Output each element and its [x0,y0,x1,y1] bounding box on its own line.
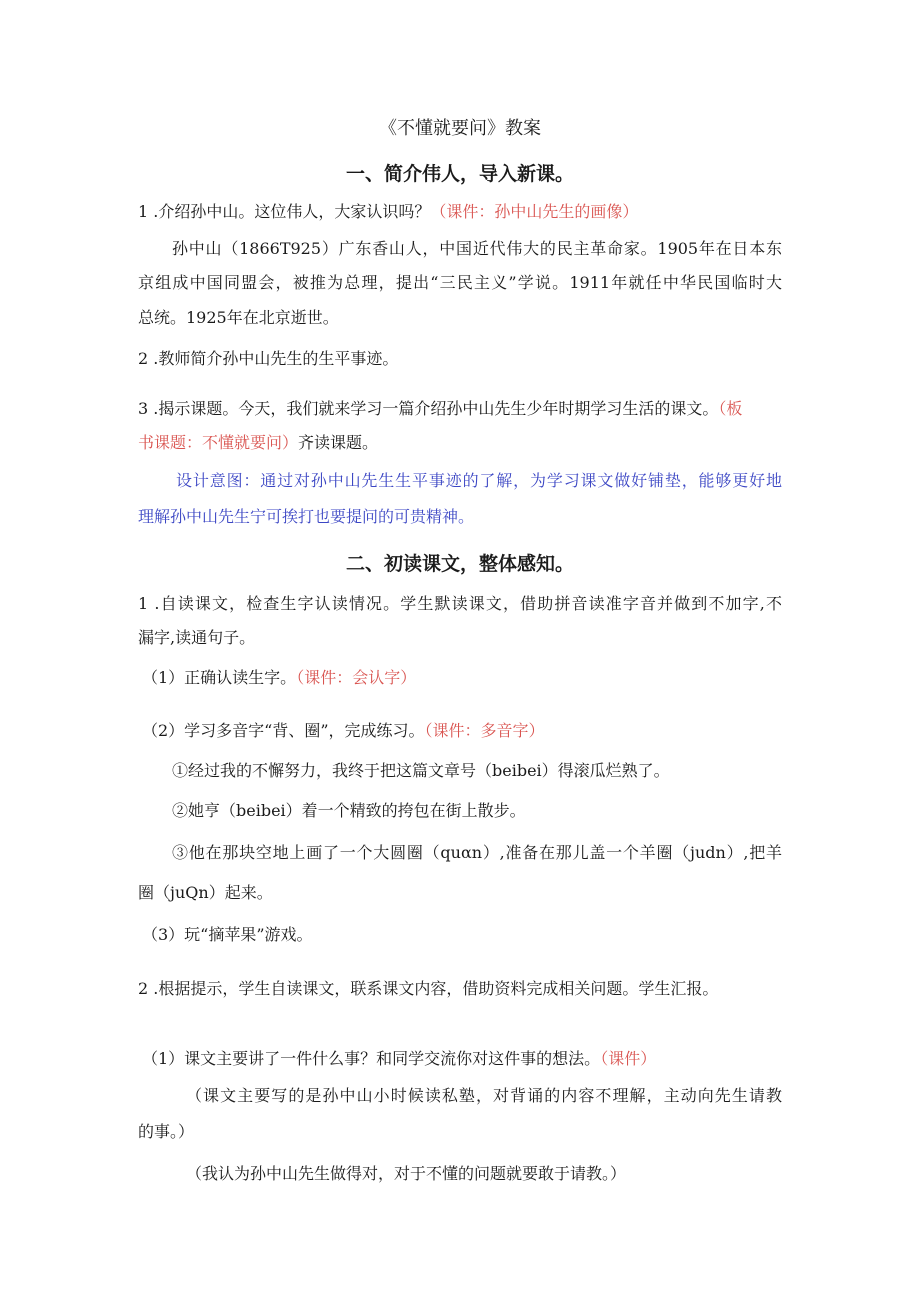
s2-item-1-line-1: 1 .自读课文，检查生字认读情况。学生默读课文，借助拼音读准字音并做到不加字,不 [138,594,782,613]
s2-sub-1-note: （课件：会认字） [296,668,417,687]
answer-2: （我认为孙中山先生做得对，对于不懂的问题就要敢于请教。） [186,1164,627,1183]
s1-item-3-note-b: 书课题：不懂就要问） [138,433,299,452]
s1-item-1 [138,201,638,223]
s1-item-1-text: 1 .介绍孙中山。这位伟人，大家认识吗？ [138,202,431,221]
section-1-heading: 一、简介伟人，导入新课。 [345,163,574,185]
section-2-heading: 二、初读课文，整体感知。 [345,553,574,575]
s1-item-3-text: 3 .揭示课题。今天，我们就来学习一篇介绍孙中山先生少年时期学习生活的课文。 [138,399,719,418]
s2-sub-1 [142,667,416,689]
s2-sub-2 [142,720,545,742]
s2-sub-2-note: （课件：多音字） [424,721,545,740]
s1-item-3-tail: 齐读课题。 [298,433,379,452]
design-intent-line-1: 设计意图：通过对孙中山先生生平事迹的了解，为学习课文做好铺垫，能够更好地 [176,471,782,490]
question-1-text: （1）课文主要讲了一件什么事？和同学交流你对这件事的想法。 [142,1049,601,1068]
answer-1-line-2: 的事。） [138,1122,195,1141]
question-1-note: （课件） [600,1049,657,1068]
exercise-3-line-1: ③他在那块空地上画了一个大圆圈（quαn）,准备在那儿盖一个羊圈（judn）,把羊 [172,843,782,862]
bio-line-2: 京组成中国同盟会，被推为总理，提出“三民主义”学说。1911年就任中华民国临时大 [138,273,782,292]
s2-item-2: 2 .根据提示，学生自读课文，联系课文内容，借助资料完成相关问题。学生汇报。 [138,979,719,998]
document-title: 《不懂就要问》教案 [379,118,541,139]
s1-item-2: 2 .教师简介孙中山先生的生平事迹。 [138,349,399,368]
design-intent-line-2: 理解孙中山先生宁可挨打也要提问的可贵精神。 [138,507,475,526]
s1-item-1-note: （课件：孙中山先生的画像） [430,202,639,221]
question-1 [142,1048,656,1070]
exercise-1: ①经过我的不懈努力，我终于把这篇文章号（beibei）得滚瓜烂熟了。 [172,761,670,780]
s2-sub-1-text: （1）正确认读生字。 [142,668,297,687]
s2-sub-2-text: （2）学习多音字“背、圈”，完成练习。 [142,721,425,740]
exercise-2: ②她亨（beibei）着一个精致的挎包在街上散步。 [172,801,526,820]
s1-item-3-cont [138,432,378,454]
exercise-3-line-2: 圈（juQn）起来。 [138,883,273,902]
s2-item-1-line-2: 漏字,读通句子。 [138,628,256,647]
answer-1-line-1: （课文主要写的是孙中山小时候读私塾，对背诵的内容不理解，主动向先生请教 [186,1086,782,1105]
s2-sub-3: （3）玩“摘苹果”游戏。 [142,925,313,944]
s1-item-3 [138,398,782,420]
s1-item-3-note-a: （板 [718,399,743,418]
bio-line-3: 总统。1925年在北京逝世。 [138,308,339,327]
bio-line-1: 孙中山（1866T925）广东香山人，中国近代伟大的民主革命家。1905年在日本东 [172,239,782,258]
